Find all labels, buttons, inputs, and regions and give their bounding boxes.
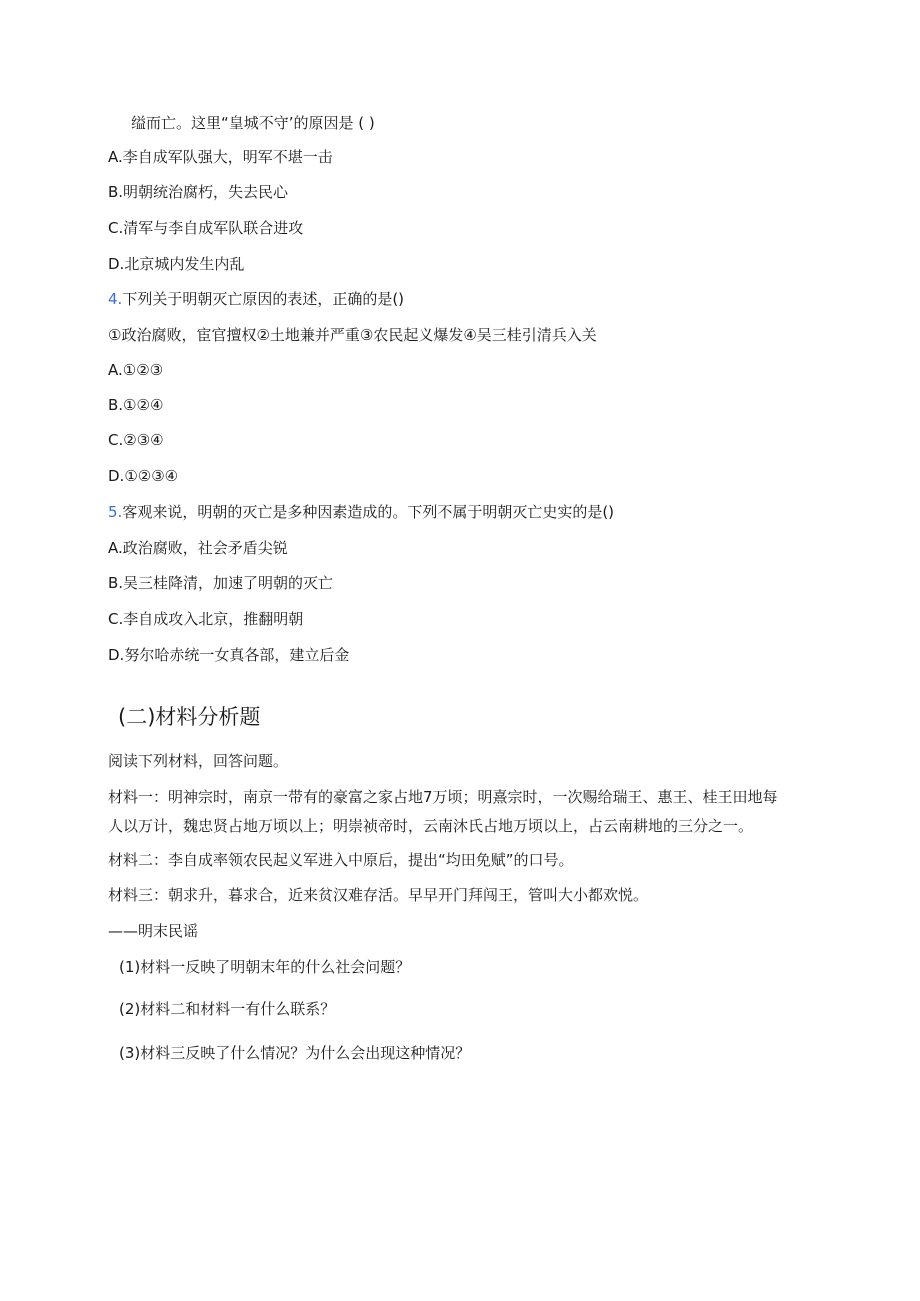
material2: 材料二：李自成率领农民起义军进入中原后，提出“均田免赋”的口号。 — [108, 851, 574, 869]
q4-number: 4. — [108, 290, 123, 308]
material1-line2: 人以万计，魏忠贤占地万顷以上；明崇祯帝时，云南沐氏占地万顷以上，占云南耕地的三分之一。 — [108, 817, 754, 835]
q5-stem — [108, 502, 614, 522]
q3-stem-tail: 缢而亡。这里“皇城不守’的原因是 ( ) — [131, 114, 375, 132]
q5-option-c: C.李自成攻入北京，推翻明朝 — [108, 610, 304, 628]
q4-option-d: D.①②③④ — [108, 467, 179, 485]
material3-source: ——明末民谣 — [108, 922, 199, 940]
q4-option-b: B.①②④ — [108, 396, 164, 414]
question-2: (2)材料二和材料一有什么联系？ — [119, 1000, 336, 1018]
q3-option-c: C.清军与李自成军队联合进攻 — [108, 219, 304, 237]
section-heading: (二)材料分析题 — [118, 705, 261, 729]
question-1: (1)材料一反映了明朝末年的什么社会问题？ — [119, 958, 411, 976]
q5-option-b: B.吴三桂降清，加速了明朝的灭亡 — [108, 574, 334, 592]
q3-option-a: A.李自成军队强大，明军不堪一击 — [108, 148, 333, 166]
q4-stem-text: 下列关于明朝灭亡原因的表述，正确的是() — [122, 290, 405, 308]
material1-line1: 材料一：明神宗时，南京一带有的豪富之家占地7万顷；明熹宗时，一次赐给瑞王、惠王、桂王田地每 — [108, 788, 778, 806]
q5-option-d: D.努尔哈赤统一女真各部，建立后金 — [108, 646, 350, 664]
material3: 材料三：朝求升，暮求合，近来贫汉难存活。早早开门拜闯王，管叫大小都欢悦。 — [108, 886, 649, 904]
q4-option-c: C.②③④ — [108, 431, 164, 449]
q3-option-b: B.明朝统治腐朽，失去民心 — [108, 183, 289, 201]
q4-statements: ①政治腐败，宦官擅权②土地兼并严重③农民起义爆发④吴三桂引清兵入关 — [108, 326, 597, 344]
q5-option-a: A.政治腐败，社会矛盾尖锐 — [108, 539, 288, 557]
q4-option-a: A.①②③ — [108, 361, 164, 379]
material-intro: 阅读下列材料，回答问题。 — [108, 752, 289, 770]
q3-option-d: D.北京城内发生内乱 — [108, 255, 245, 273]
q5-number: 5. — [108, 503, 123, 521]
q4-stem — [108, 289, 404, 309]
q5-stem-text: 客观来说，明朝的灭亡是多种因素造成的。下列不属于明朝灭亡史实的是() — [122, 503, 615, 521]
question-3: (3)材料三反映了什么情况？为什么会出现这种情况？ — [119, 1044, 471, 1062]
